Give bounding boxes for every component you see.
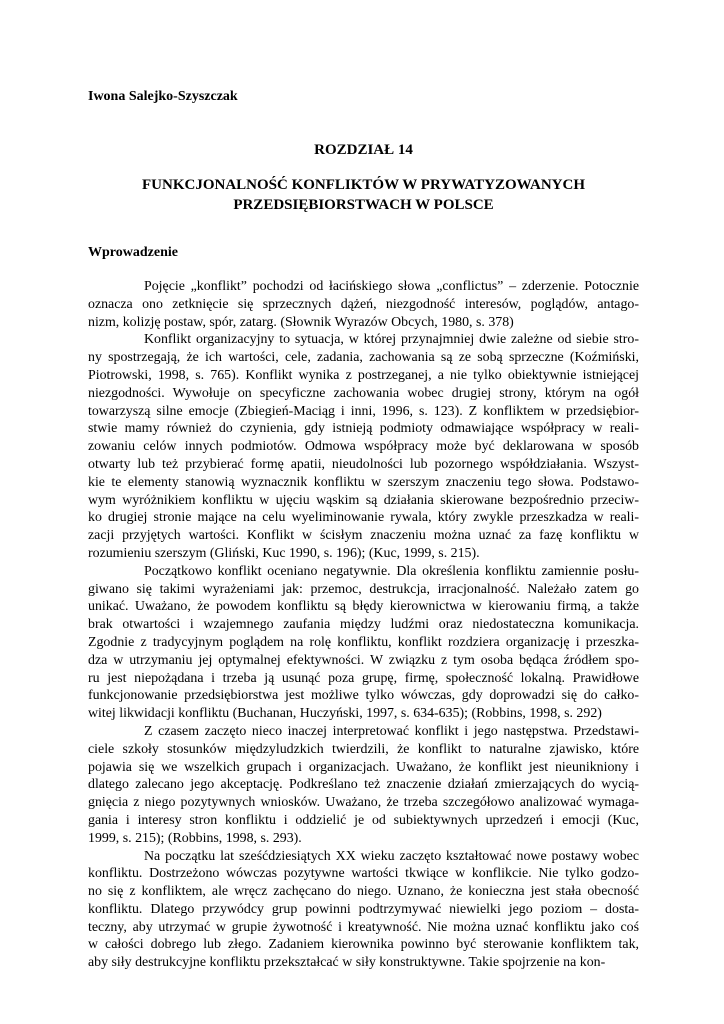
text-line: dza w utrzymaniu jej optymalnej efektywności. W związku z tym osoba będąca źródłem spo- [88,652,639,668]
text-line: gania i interesy stron konfliktu i oddzielić je od subiektywnych uprzedzeń i emocji (Kuc, [88,812,639,828]
text-line: Zgodnie z tradycyjnym poglądem na rolę konfliktu, konflikt rozdziera organizację i przeszka- [88,634,639,650]
text-line: witej likwidacji konfliktu (Buchanan, Huczyński, 1997, s. 634-635); (Robbins, 1998, s. 292) [88,706,602,722]
text-line: ru jest niepożądana i trzeba ją usunąć poza grupę, firmę, społeczność lokalną. Prawidłowe [88,670,639,686]
text-line: konfliktu. Dlatego przywódcy grup powinni podtrzymywać niewielki jego poziom – dosta- [88,901,639,917]
text-line: Piotrowski, 1998, s. 765). Konflikt wynika z postrzeganej, a nie tylko obiektywnie istniejącej [88,367,639,383]
text-line: unikać. Uważano, że powodem konfliktu są błędy kierownictwa w kierowaniu firmą, a także [88,599,639,615]
text-line: ny spostrzegają, że ich wartości, cele, zadania, zachowania są ze sobą sprzeczne (Koźmiński, [88,350,639,366]
text-line: zowaniu celów innych podmiotów. Odmowa współpracy może być deklarowana w sposób [88,439,639,455]
author-name: Iwona Salejko-Szyszczak [88,89,238,104]
text-line: nizm, kolizję postaw, spór, zatarg. (Słownik Wyrazów Obcych, 1980, s. 378) [88,314,514,330]
chapter-title-line: PRZEDSIĘBIORSTWACH W POLSCE [233,197,494,213]
paragraph [88,331,639,562]
chapter-title [88,175,639,215]
text-line: niezgodności. Wywołuje on specyficzne zachowania wobec drugiej strony, którym na ogół [88,385,639,401]
paragraph [88,563,639,723]
text-line: 1999, s. 215); (Robbins, 1998, s. 293). [88,830,302,846]
text-line: Z czasem zaczęto nieco inaczej interpretować konflikt i jego następstwa. Przedstawi- [144,723,639,739]
paragraph [88,278,639,331]
text-line: ciele szkoły stosunków międzyludzkich twierdzili, że konflikt to naturalne zjawisko, które [88,741,639,757]
text-line: oznacza ono zetknięcie się sprzecznych dążeń, niezgodność interesów, poglądów, antago- [88,296,639,312]
text-line: kie te elementy stanowią wyznacznik konfliktu w szerszym znaczeniu tego słowa. Podstawo- [88,474,639,490]
text-line: teczny, aby utrzymać w grupie żywotność i kreatywność. Nie można uznać konfliktu jako coś [88,919,639,935]
body-text [88,278,639,972]
text-line: aby siły destrukcyjne konfliktu przekształcać w siły konstruktywne. Takie spojrzenie na kon- [88,955,606,971]
text-line: gnięcia z niego pozytywnych wniosków. Uważano, że trzeba szczegółowo analizować wymaga- [88,795,639,811]
section-heading: Wprowadzenie [88,245,178,260]
text-line: otwarty lub też przybierać formę apatii, nieudolności lub pozornego współdziałania. Wszyst- [88,456,639,472]
text-line: stwie mamy również do czynienia, gdy istnieją podmioty odmawiające współpracy w reali- [88,421,639,437]
text-line: towarzyszą silne emocje (Zbiegień-Maciąg i inni, 1996, s. 123). Z konfliktem w przedsiębior- [88,403,639,419]
text-line: Na początku lat sześćdziesiątych XX wieku zaczęto kształtować nowe postawy wobec [144,848,639,864]
text-line: no się z konfliktem, ale wręcz zachęcano do niego. Uznano, że konieczna jest stała obecność [88,884,639,900]
text-line: konfliktu. Dostrzeżono wówczas pozytywne wartości tkwiące w konflikcie. Nie tylko godzo- [88,866,639,882]
text-line: dlatego zalecano jego akceptację. Podkreślano też znaczenie działań zmierzających do wycią- [88,777,639,793]
text-line: w całości dobrego lub złego. Zadaniem kierownika powinno być sterowanie konfliktem tak, [88,937,639,953]
text-line: wym wyróżnikiem konfliktu w ujęciu wąskim są działania skierowane bezpośrednio przeciw- [88,492,639,508]
text-line: zacji przyjętych wartości. Konflikt w ścisłym znaczeniu można uznać za fazę konfliktu w [88,528,639,544]
paragraph [88,848,639,973]
text-line: rozumieniu szerszym (Gliński, Kuc 1990, s. 196); (Kuc, 1999, s. 215). [88,545,480,561]
text-line: funkcjonowanie przedsiębiorstwa jest możliwe tylko wówczas, gdy doprowadzi się do całko- [88,688,639,704]
chapter-number: ROZDZIAŁ 14 [314,142,413,158]
text-line: giwano się takimi wyrażeniami jak: przemoc, destrukcja, irracjonalność. Należało zatem go [88,581,639,597]
text-line: pojawia się we wszelkich grupach i organizacjach. Uważano, że konflikt jest nieunikniony i [88,759,639,775]
paragraph [88,723,639,848]
text-line: brak otwartości i wzajemnego zaufania między ludźmi oraz niedostateczna komunikacja. [88,617,639,633]
text-line: ko drugiej stronie mające na celu wyeliminowanie rywala, który zwykle przeszkadza w reali- [88,510,639,526]
text-line: Konflikt organizacyjny to sytuacja, w której przynajmniej dwie zależne od siebie stro- [144,332,639,348]
text-line: Początkowo konflikt oceniano negatywnie. Dla określenia konfliktu zamiennie posłu- [144,563,639,579]
text-line: Pojęcie „konflikt” pochodzi od łacińskiego słowa „conflictus” – zderzenie. Potocznie [144,279,639,294]
chapter-title-line: FUNKCJONALNOŚĆ KONFLIKTÓW W PRYWATYZOWANYCH [142,177,585,193]
